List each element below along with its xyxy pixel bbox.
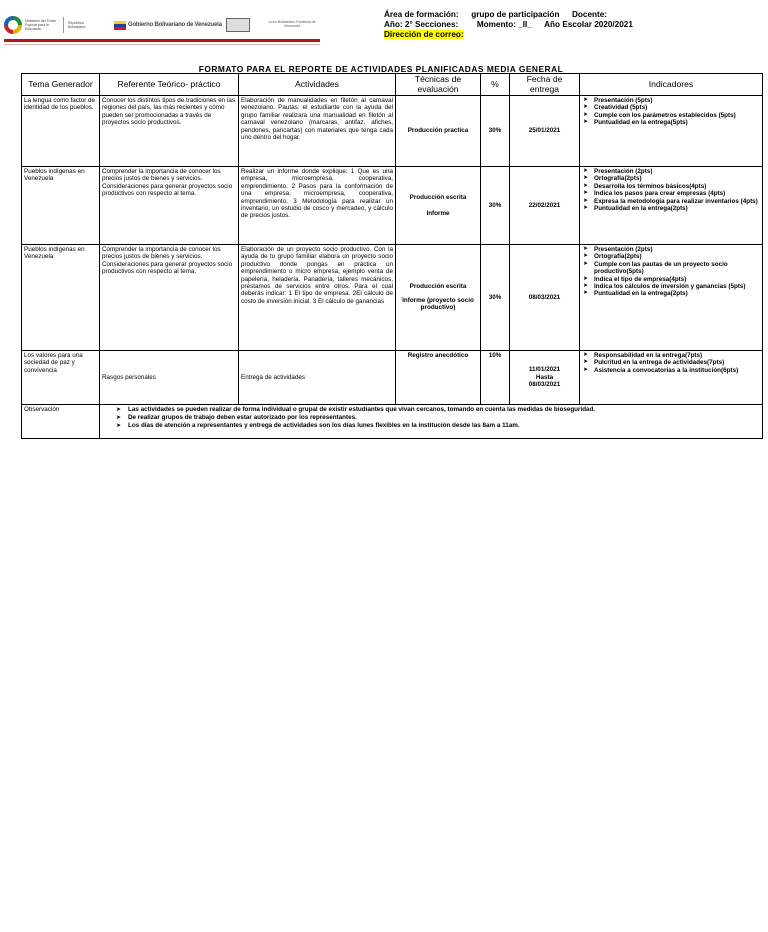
ano-label: Año: 2° Secciones:: [384, 20, 459, 29]
observacion-row: [22, 405, 763, 439]
activities-table: [21, 73, 763, 439]
list-item: ➤ Pulcritud en la entrega de actividades(7pts): [583, 359, 725, 367]
document-title: FORMATO PARA EL REPORTE DE ACTIVIDADES PLANIFICADAS MEDIA GENERAL: [198, 64, 564, 74]
gobierno-bolivariano-text: Gobierno Bolivariano de Venezuela: [128, 22, 222, 28]
arrow-bullet-icon: ➤: [583, 111, 589, 118]
ministerio-subtext: República Bolivariana: [68, 21, 86, 29]
arrow-bullet-icon: ➤: [583, 246, 589, 252]
ministerio-text: Ministerio del Poder Popular para la Educación: [25, 19, 56, 31]
cell-porcentaje: 30%: [481, 245, 510, 351]
cell-fecha: [510, 351, 580, 405]
cell-tecnica: [396, 245, 481, 351]
arrow-bullet-icon: ➤: [583, 205, 589, 212]
list-item: ➤ Indica los cálculos de inversión y ganancias (5pts): [583, 283, 746, 291]
cell-referente: Comprender la importancia de conocer los precios justos de bienes y servicios. Consideraciones para generar proyectos socio productivos con respecto al tema.: [100, 167, 239, 245]
tecnica-text: Producción escrita: [409, 283, 467, 291]
list-item: ➤ Expresa la metodología para realizar inventarios (4pts): [583, 197, 758, 205]
list-item: ➤ Desarrolla los términos básicos(4pts): [583, 182, 707, 190]
table-row: [22, 96, 763, 167]
list-item: ➤ Creatividad (5pts): [583, 104, 648, 112]
arrow-bullet-icon: ➤: [583, 260, 589, 267]
col-header-tema: Tema Generador: [22, 74, 100, 96]
col-header-porcentaje: %: [481, 74, 510, 96]
list-item: ➤ Los días de atención a representantes y entrega de actividades son los días lunes flexibles en la institución desde las 8am a 11am.: [116, 422, 520, 429]
cell-indicadores: [580, 96, 763, 167]
cell-actividades: Elaboración de un proyecto socio productivo. Con la ayuda de tu grupo familiar elabora un proyecto socio productivo donde pongas en práctica un emprendimiento o micro empresa, ejemplo venta de papelería, heladería. Panadería, talleres mecánicos, préstamos de servicios entre otros. Para el cual deberás indicar: 1 El tipo de empresa. 2El cálculo de costo de inversión inicial. 3 El cálculo de ganancias: [239, 245, 396, 351]
cell-actividades: Elaboración de manualidades en filetón al carnaval venezolano. Pautas: el estudiante con la ayuda del grupo familiar realizara una manualidad en filetón al carnaval venezolano (marcaras, antifaz, afiches, pendones, pancartas) con materiales que tenga cada uno dentro del hogar.: [239, 96, 396, 167]
cell-tema: Pueblos indígenas en Venezuela: [22, 167, 100, 245]
observacion-content: [100, 405, 763, 439]
seal-icon: [226, 18, 250, 32]
institution-logos: [4, 12, 320, 40]
cell-porcentaje: 30%: [481, 167, 510, 245]
arrow-bullet-icon: ➤: [583, 119, 589, 126]
cell-fecha: 22/02/2021: [510, 167, 580, 245]
col-header-fecha: Fecha de entrega: [510, 74, 580, 96]
list-item: ➤ Presentación (5pts): [583, 97, 653, 104]
cell-referente: Rasgos personales: [100, 351, 239, 405]
arrow-bullet-icon: ➤: [583, 197, 589, 204]
arrow-bullet-icon: ➤: [116, 415, 122, 421]
arrow-bullet-icon: ➤: [583, 283, 589, 290]
cell-tecnica: Producción practica: [396, 96, 481, 167]
list-item: ➤ Indica los pasos para crear empresas (4pts): [583, 190, 726, 198]
cell-actividades: Entrega de actividades: [239, 351, 396, 405]
arrow-bullet-icon: ➤: [583, 366, 589, 373]
arrow-bullet-icon: ➤: [583, 275, 589, 282]
cell-indicadores: [580, 351, 763, 405]
ano-escolar-label: Año Escolar 2020/2021: [544, 20, 633, 29]
arrow-bullet-icon: ➤: [583, 182, 589, 189]
fecha-start: 11/01/2021: [528, 366, 561, 374]
observacion-label: Observación: [22, 405, 100, 439]
area-label: Área de formación:: [384, 10, 459, 19]
cell-indicadores: [580, 167, 763, 245]
correo-label: Dirección de correo:: [384, 30, 464, 39]
list-item: ➤ Indica el tipo de empresa(4pts): [583, 275, 687, 283]
fecha-end: 08/03/2021: [528, 381, 561, 389]
tecnica-subtext: Informe (proyecto socio productivo): [402, 296, 474, 312]
list-item: ➤ Ortografía(2pts): [583, 175, 642, 183]
table-row: [22, 245, 763, 351]
cell-porcentaje: 30%: [481, 96, 510, 167]
arrow-bullet-icon: ➤: [583, 253, 589, 260]
cell-referente: Conocer los distintos tipos de tradiciones en las regiones del país, las más recientes y cómo pueden ser promocionadas a través de proyectos socio productivos.: [100, 96, 239, 167]
cell-tema: Los valores para una sociedad de paz y convivencia: [22, 351, 100, 405]
cell-porcentaje: 10%: [481, 351, 510, 405]
arrow-bullet-icon: ➤: [116, 407, 122, 413]
venezuela-flag-icon: [114, 21, 126, 30]
list-item: ➤ Cumple con las pautas de un proyecto socio productivo(5pts): [583, 260, 728, 276]
arrow-bullet-icon: ➤: [583, 352, 589, 358]
ministerio-emblem-icon: [4, 16, 22, 34]
cell-referente: Comprender la importancia de conocer los precios justos de bienes y servicios. Consideraciones para generar proyectos socio productivos con respecto al tema.: [100, 245, 239, 351]
document-header: [0, 0, 768, 60]
area-value: grupo de participación: [471, 10, 560, 19]
indicadores-list: [582, 352, 760, 374]
indicadores-list: [582, 97, 760, 127]
table-row: [22, 167, 763, 245]
observacion-list: [102, 406, 760, 430]
tecnica-subtext: Informe: [426, 209, 450, 217]
list-item: ➤ Presentación (2pts): [583, 168, 653, 175]
list-item: ➤ Las actividades se pueden realizar de forma individual o grupal de existir estudiantes que vivan cercanos, tomando en cuenta las medidas de bioseguridad.: [116, 406, 596, 413]
table-header-row: [22, 74, 763, 96]
arrow-bullet-icon: ➤: [116, 423, 122, 429]
indicadores-list: [582, 246, 760, 298]
fecha-hasta: Hasta: [535, 373, 554, 381]
list-item: ➤ Responsabilidad en la entrega(7pts): [583, 352, 703, 359]
cell-tema: La lengua como factor de identidad de los pueblos.: [22, 96, 100, 167]
list-item: ➤ Asistencia a convocatorias a la institución(6pts): [583, 366, 739, 374]
cell-tecnica: [396, 167, 481, 245]
list-item: ➤ Ortografía(2pts): [583, 253, 642, 261]
header-info: [384, 10, 633, 40]
list-item: ➤ Puntualidad en la entrega(5pts): [583, 119, 688, 127]
col-header-actividades: Actividades: [239, 74, 396, 96]
list-item: ➤ Puntualidad en la entrega(2pts): [583, 290, 688, 298]
cell-fecha: 08/03/2021: [510, 245, 580, 351]
arrow-bullet-icon: ➤: [583, 168, 589, 174]
arrow-bullet-icon: ➤: [583, 175, 589, 182]
col-header-tecnicas: Técnicas de evaluación: [396, 74, 481, 96]
cell-tema: Pueblos indígenas en Venezuela: [22, 245, 100, 351]
indicadores-list: [582, 168, 760, 212]
table-row: [22, 351, 763, 405]
tecnica-text: Producción escrita: [409, 194, 467, 202]
cell-tecnica: Registro anecdótico: [396, 351, 481, 405]
arrow-bullet-icon: ➤: [583, 104, 589, 111]
cell-fecha: 25/01/2021: [510, 96, 580, 167]
cell-actividades: Realizar un informe donde explique: 1 Que es una empresa, microempresa, cooperativa, emprendimiento. 2 Pasos para la conformación de una empresa, microempresa, cooperativa, emprendimiento. 3 Metodología para realizar un inventario, un estudio de cosco y mercadeo, y cálculo de precios justos.: [239, 167, 396, 245]
docente-label: Docente:: [572, 10, 608, 19]
list-item: ➤ Presentación (2pts): [583, 246, 653, 253]
cell-indicadores: [580, 245, 763, 351]
col-header-indicadores: Indicadores: [580, 74, 763, 96]
gobierno-bolivariano-logo: [114, 18, 250, 32]
arrow-bullet-icon: ➤: [583, 97, 589, 103]
liceo-logo-text: Liceo Bolivariano Fortaleza de Venezuela: [268, 20, 316, 28]
arrow-bullet-icon: ➤: [583, 359, 589, 366]
ministerio-logo: [4, 14, 96, 36]
arrow-bullet-icon: ➤: [583, 190, 589, 197]
col-header-referente: Referente Teórico- práctico: [100, 74, 239, 96]
list-item: ➤ De realizar grupos de trabajo deben estar autorizado por los representantes.: [116, 414, 357, 421]
momento-label: Momento: _II_: [476, 20, 532, 29]
list-item: ➤ Cumple con los parámetros establecidos (5pts): [583, 111, 736, 119]
arrow-bullet-icon: ➤: [583, 290, 589, 297]
list-item: ➤ Puntualidad en la entrega(2pts): [583, 205, 688, 213]
